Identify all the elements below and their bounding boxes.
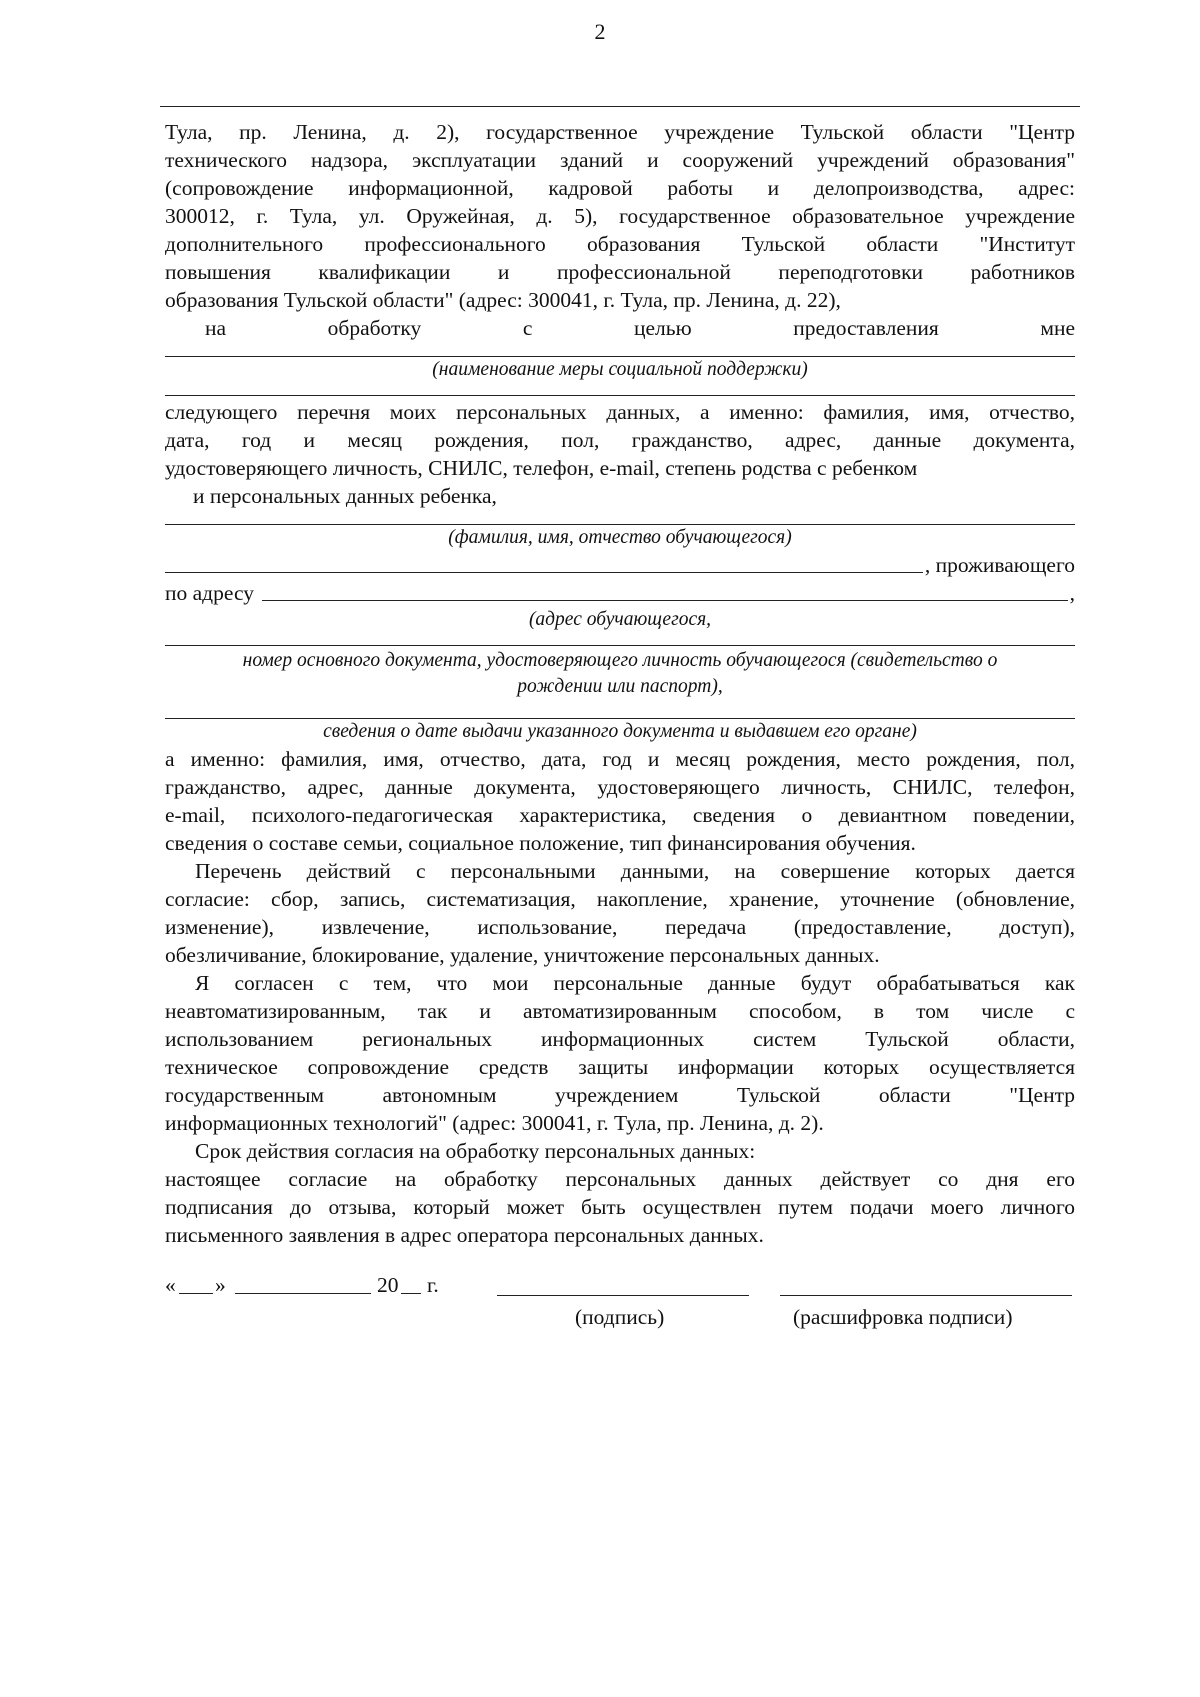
address-label: по адресу bbox=[165, 581, 254, 605]
caption-student-name: (фамилия, имя, отчество обучающегося) bbox=[448, 527, 792, 548]
address-fill-line[interactable] bbox=[262, 580, 1068, 601]
text-line: подписания до отзыва, который может быть осуществлен путем подачи моего личного bbox=[165, 1195, 1075, 1219]
caption-address: (адрес обучающегося, bbox=[528, 609, 712, 630]
text-line: дата, год и месяц рождения, пол, гражданство, адрес, данные документа, bbox=[165, 428, 1075, 452]
paragraph-processing bbox=[165, 969, 1075, 1137]
page-number: 2 bbox=[594, 19, 606, 44]
header-rule bbox=[160, 106, 1080, 107]
text-line: информационных технологий" (адрес: 300041, г. Тула, пр. Ленина, д. 2). bbox=[165, 1111, 824, 1135]
signature-fill-line[interactable] bbox=[497, 1277, 749, 1296]
year-prefix: 20 bbox=[377, 1273, 399, 1297]
address-row bbox=[165, 579, 1075, 607]
text-line: Тула, пр. Ленина, д. 2), государственное учреждение Тульской области "Центр bbox=[165, 120, 1075, 144]
text-line: использованием региональных информационных систем Тульской области, bbox=[165, 1027, 1075, 1051]
purpose-line: на обработку с целью предоставления мне bbox=[205, 316, 1075, 340]
text-line: гражданство, адрес, данные документа, удостоверяющего личность, СНИЛС, телефон, bbox=[165, 775, 1075, 799]
caption-document: номер основного документа, удостоверяющего личность обучающегося (свидетельство о bbox=[242, 650, 998, 671]
text-line: неавтоматизированным, так и автоматизированным способом, в том числе с bbox=[165, 999, 1075, 1023]
caption-signature: (подпись) bbox=[575, 1305, 665, 1329]
document-body bbox=[165, 118, 1075, 1341]
paragraph-validity bbox=[165, 1137, 1075, 1249]
text-line: а именно: фамилия, имя, отчество, дата, год и месяц рождения, место рождения, пол, bbox=[165, 747, 1075, 771]
text-line: Срок действия согласия на обработку персональных данных: bbox=[195, 1139, 756, 1163]
text-line: удостоверяющего личность, СНИЛС, телефон, e-mail, степень родства с ребенком bbox=[165, 456, 918, 480]
caption-document-cont: рождении или паспорт), bbox=[517, 676, 723, 697]
residing-label: , проживающего bbox=[924, 553, 1075, 577]
year-suffix: г. bbox=[427, 1273, 439, 1297]
text-line: e-mail, психолого-педагогическая характеристика, сведения о девиантном поведении, bbox=[165, 803, 1075, 827]
text-line: согласие: сбор, запись, систематизация, накопление, хранение, уточнение (обновление, bbox=[165, 887, 1075, 911]
student-name-fill-line-2[interactable] bbox=[165, 552, 923, 573]
signature-decode-fill-line[interactable] bbox=[780, 1277, 1072, 1296]
text-line: письменного заявления в адрес оператора персональных данных. bbox=[165, 1223, 764, 1247]
address-comma: , bbox=[1069, 581, 1075, 605]
measure-fill-line-2[interactable] bbox=[165, 395, 1075, 396]
caption-measure: (наименование меры социальной поддержки) bbox=[432, 359, 808, 380]
text-line: образования Тульской области" (адрес: 300041, г. Тула, пр. Ленина, д. 22), bbox=[165, 288, 841, 312]
paragraph-personal-data bbox=[165, 398, 1075, 510]
text-line: государственным автономным учреждением Тульской области "Центр bbox=[165, 1083, 1075, 1107]
paragraph-institutions bbox=[165, 118, 1075, 342]
text-line: и персональных данных ребенка, bbox=[193, 484, 497, 508]
text-line: следующего перечня моих персональных данных, а именно: фамилия, имя, отчество, bbox=[165, 400, 1075, 424]
date-close-quote: » bbox=[215, 1273, 226, 1297]
caption-signature-decode: (расшифровка подписи) bbox=[793, 1305, 1013, 1329]
residing-row bbox=[165, 551, 1075, 579]
signature-row bbox=[165, 1271, 1075, 1341]
text-line: Перечень действий с персональными данными, на совершение которых дается bbox=[195, 859, 1075, 883]
caption-issue: сведения о дате выдачи указанного документа и выдавшем его органе) bbox=[323, 721, 917, 742]
date-open-quote: « bbox=[165, 1273, 176, 1297]
paragraph-actions bbox=[165, 857, 1075, 969]
text-line: настоящее согласие на обработку персональных данных действует со дня его bbox=[165, 1167, 1075, 1191]
day-fill-line[interactable] bbox=[179, 1275, 213, 1294]
text-line: повышения квалификации и профессиональной переподготовки работников bbox=[165, 260, 1075, 284]
text-line: (сопровождение информационной, кадровой работы и делопроизводства, адрес: bbox=[165, 176, 1075, 200]
text-line: технического надзора, эксплуатации зданий и сооружений учреждений образования" bbox=[165, 148, 1075, 172]
text-line: дополнительного профессионального образования Тульской области "Институт bbox=[165, 232, 1075, 256]
text-line: сведения о составе семьи, социальное положение, тип финансирования обучения. bbox=[165, 831, 916, 855]
text-line: Я согласен с тем, что мои персональные данные будут обрабатываться как bbox=[195, 971, 1075, 995]
document-fill-line[interactable] bbox=[165, 645, 1075, 646]
year-fill-line[interactable] bbox=[401, 1275, 421, 1294]
text-line: изменение), извлечение, использование, передача (предоставление, доступ), bbox=[165, 915, 1075, 939]
text-line: техническое сопровождение средств защиты информации которых осуществляется bbox=[165, 1055, 1075, 1079]
text-line: 300012, г. Тула, ул. Оружейная, д. 5), государственное образовательное учреждение bbox=[165, 204, 1075, 228]
month-fill-line[interactable] bbox=[235, 1275, 371, 1294]
text-line: обезличивание, блокирование, удаление, уничтожение персональных данных. bbox=[165, 943, 880, 967]
paragraph-child-data bbox=[165, 745, 1075, 857]
